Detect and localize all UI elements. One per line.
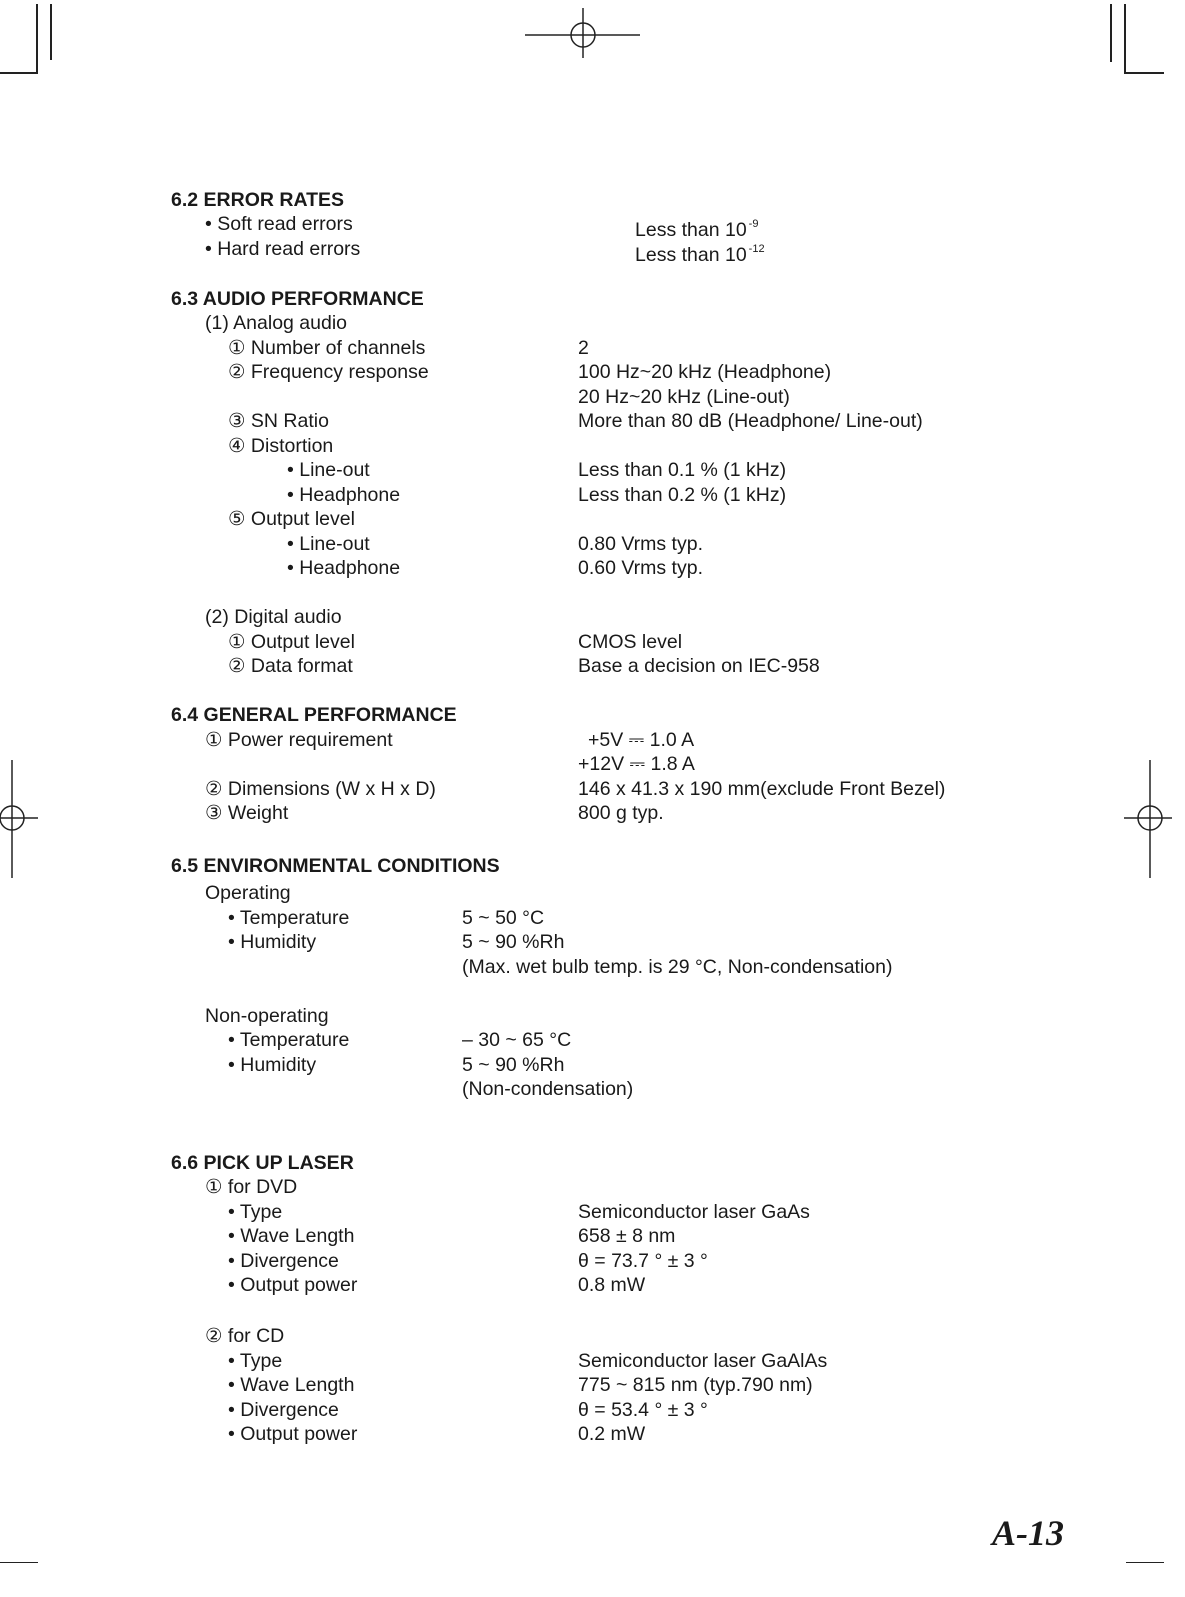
section-heading-6-6: 6.6 PICK UP LASER bbox=[171, 1152, 354, 1174]
analog-audio-label: (1) Analog audio bbox=[205, 312, 348, 334]
distortion-label: ④ Distortion bbox=[228, 435, 334, 457]
operating-humidity-label: • Humidity bbox=[228, 931, 317, 953]
cd-wavelength-value: 775 ~ 815 nm (typ.790 nm) bbox=[578, 1374, 813, 1396]
crop-mark bbox=[0, 72, 38, 74]
power-5v-value: +5V ⎓ 1.0 A bbox=[588, 729, 695, 751]
digital-audio-label: (2) Digital audio bbox=[205, 606, 342, 628]
hard-read-errors-label: • Hard read errors bbox=[205, 238, 361, 260]
distortion-headphone-label: • Headphone bbox=[287, 484, 401, 506]
dvd-divergence-label: • Divergence bbox=[228, 1250, 339, 1272]
output-level-label: ⑤ Output level bbox=[228, 508, 355, 530]
crop-mark bbox=[1124, 72, 1164, 74]
operating-note: (Max. wet bulb temp. is 29 °C, Non-condensation) bbox=[462, 956, 893, 978]
distortion-lineout-value: Less than 0.1 % (1 kHz) bbox=[578, 459, 787, 481]
registration-mark-left bbox=[0, 760, 40, 878]
cd-type-label: • Type bbox=[228, 1350, 283, 1372]
weight-label: ③ Weight bbox=[205, 802, 289, 824]
output-headphone-value: 0.60 Vrms typ. bbox=[578, 557, 703, 579]
channels-label: ① Number of channels bbox=[228, 337, 426, 359]
dimensions-label: ② Dimensions (W x H x D) bbox=[205, 778, 436, 800]
section-heading-6-2: 6.2 ERROR RATES bbox=[171, 189, 345, 211]
non-operating-humidity-label: • Humidity bbox=[228, 1054, 317, 1076]
registration-mark-top bbox=[525, 8, 640, 58]
data-format-label: ② Data format bbox=[228, 655, 353, 677]
digital-output-level-label: ① Output level bbox=[228, 631, 355, 653]
cd-type-value: Semiconductor laser GaAlAs bbox=[578, 1350, 828, 1372]
sn-ratio-label: ③ SN Ratio bbox=[228, 410, 329, 432]
registration-mark-right bbox=[1122, 760, 1172, 878]
operating-temperature-label: • Temperature bbox=[228, 907, 350, 929]
sn-ratio-value: More than 80 dB (Headphone/ Line-out) bbox=[578, 410, 923, 432]
cd-divergence-value: θ = 53.4 ° ± 3 ° bbox=[578, 1399, 708, 1421]
power-requirement-label: ① Power requirement bbox=[205, 729, 393, 751]
distortion-headphone-value: Less than 0.2 % (1 kHz) bbox=[578, 484, 787, 506]
cd-laser-label: ② for CD bbox=[205, 1325, 285, 1347]
cd-divergence-label: • Divergence bbox=[228, 1399, 339, 1421]
output-headphone-label: • Headphone bbox=[287, 557, 401, 579]
non-operating-note: (Non-condensation) bbox=[462, 1078, 634, 1100]
digital-output-level-value: CMOS level bbox=[578, 631, 683, 653]
soft-read-errors-label: • Soft read errors bbox=[205, 213, 353, 235]
crop-mark bbox=[1126, 1562, 1164, 1563]
crop-mark bbox=[50, 4, 52, 60]
dimensions-value: 146 x 41.3 x 190 mm(exclude Front Bezel) bbox=[578, 778, 946, 800]
frequency-response-label: ② Frequency response bbox=[228, 361, 429, 383]
dvd-laser-label: ① for DVD bbox=[205, 1176, 298, 1198]
dvd-type-value: Semiconductor laser GaAs bbox=[578, 1201, 810, 1223]
operating-label: Operating bbox=[205, 882, 291, 904]
power-12v-value: +12V ⎓ 1.8 A bbox=[578, 753, 695, 775]
output-lineout-value: 0.80 Vrms typ. bbox=[578, 533, 703, 555]
page-number: A-13 bbox=[992, 1513, 1064, 1553]
crop-mark bbox=[0, 1562, 38, 1563]
frequency-response-lineout: 20 Hz~20 kHz (Line-out) bbox=[578, 386, 790, 408]
section-heading-6-4: 6.4 GENERAL PERFORMANCE bbox=[171, 704, 457, 726]
hard-read-errors-value: Less than 10 $^{-12}$ bbox=[635, 243, 765, 266]
output-lineout-label: • Line-out bbox=[287, 533, 370, 555]
section-heading-6-5: 6.5 ENVIRONMENTAL CONDITIONS bbox=[171, 855, 500, 877]
dvd-output-power-label: • Output power bbox=[228, 1274, 358, 1296]
non-operating-humidity-value: 5 ~ 90 %Rh bbox=[462, 1054, 565, 1076]
operating-temperature-value: 5 ~ 50 °C bbox=[462, 907, 545, 929]
cd-wavelength-label: • Wave Length bbox=[228, 1374, 355, 1396]
operating-humidity-value: 5 ~ 90 %Rh bbox=[462, 931, 565, 953]
distortion-lineout-label: • Line-out bbox=[287, 459, 370, 481]
frequency-response-headphone: 100 Hz~20 kHz (Headphone) bbox=[578, 361, 832, 383]
crop-mark bbox=[1124, 4, 1126, 74]
non-operating-temperature-value: – 30 ~ 65 °C bbox=[462, 1029, 572, 1051]
data-format-value: Base a decision on IEC-958 bbox=[578, 655, 820, 677]
section-heading-6-3: 6.3 AUDIO PERFORMANCE bbox=[171, 288, 424, 310]
dvd-wavelength-value: 658 ± 8 nm bbox=[578, 1225, 676, 1247]
weight-value: 800 g typ. bbox=[578, 802, 664, 824]
dvd-wavelength-label: • Wave Length bbox=[228, 1225, 355, 1247]
dvd-divergence-value: θ = 73.7 ° ± 3 ° bbox=[578, 1250, 708, 1272]
channels-value: 2 bbox=[578, 337, 589, 359]
dvd-output-power-value: 0.8 mW bbox=[578, 1274, 646, 1296]
cd-output-power-label: • Output power bbox=[228, 1423, 358, 1445]
crop-mark bbox=[36, 4, 38, 74]
dvd-type-label: • Type bbox=[228, 1201, 283, 1223]
non-operating-label: Non-operating bbox=[205, 1005, 329, 1027]
crop-mark bbox=[1110, 4, 1112, 62]
non-operating-temperature-label: • Temperature bbox=[228, 1029, 350, 1051]
cd-output-power-value: 0.2 mW bbox=[578, 1423, 646, 1445]
soft-read-errors-value: Less than 10 $^{-9}$ bbox=[635, 218, 759, 241]
